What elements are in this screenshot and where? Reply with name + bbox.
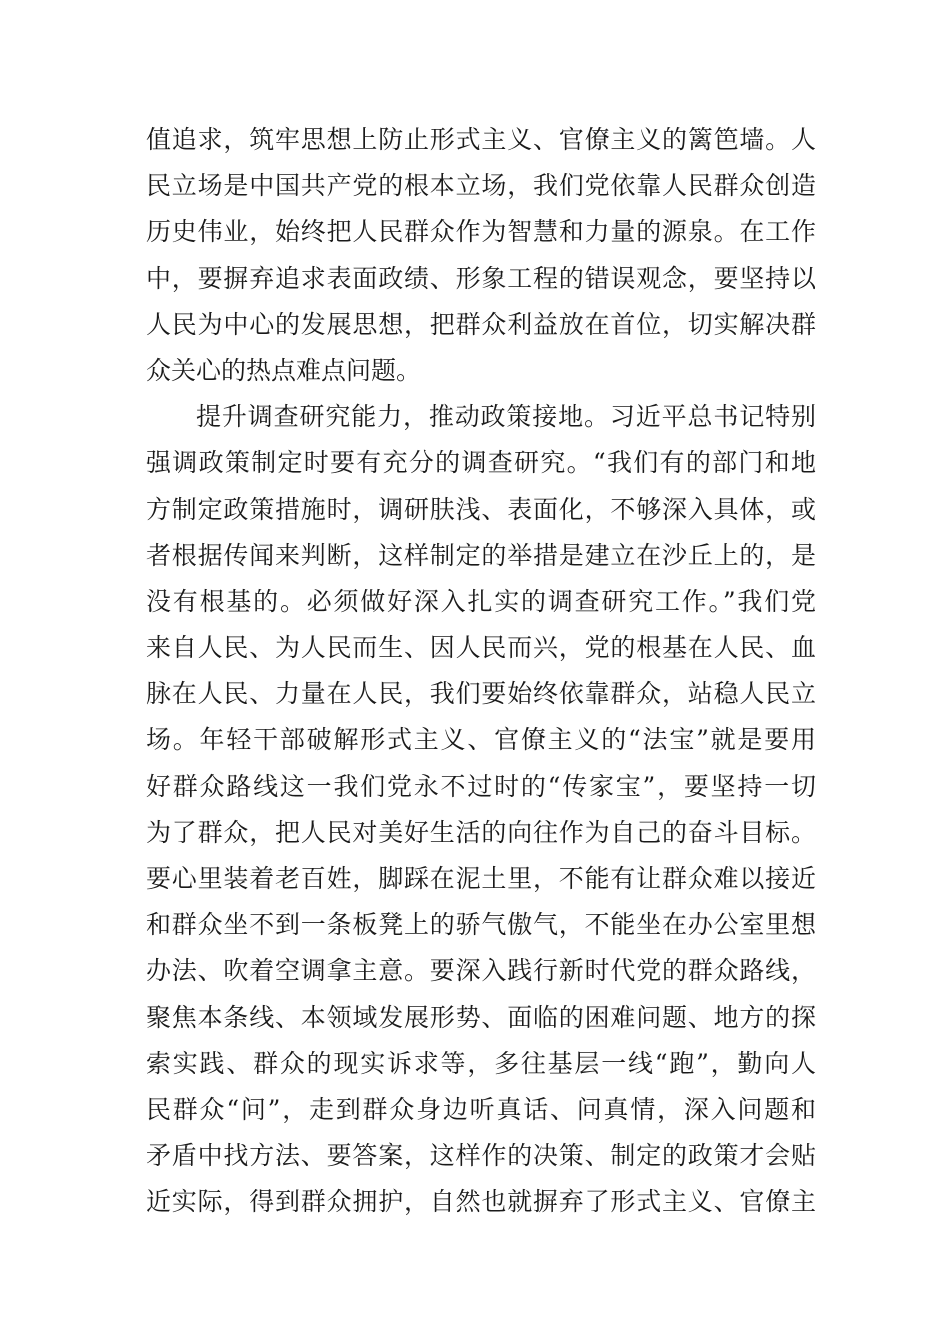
text-line: 值追求，筑牢思想上防止形式主义、官僚主义的篱笆墙。人 [146, 125, 816, 154]
text-line: 历史伟业，始终把人民群众作为智慧和力量的源泉。在工作 [146, 217, 816, 247]
text-line: 民立场是中国共产党的根本立场，我们党依靠人民群众创造 [146, 171, 816, 201]
text-line: 人民为中心的发展思想，把群众利益放在首位，切实解决群 [146, 309, 816, 339]
text-line: 没有根基的。必须做好深入扎实的调查研究工作。”我们党 [146, 586, 816, 616]
text-line: 场。年轻干部破解形式主义、官僚主义的“法宝”就是要用 [146, 725, 816, 755]
text-line: 好群众路线这一我们党永不过时的“传家宝”，要坚持一切 [146, 771, 816, 801]
text-line: 矛盾中找方法、要答案，这样作的决策、制定的政策才会贴 [146, 1141, 816, 1171]
text-line: 众关心的热点难点问题。 [146, 355, 422, 385]
text-line: 民群众“问”，走到群众身边听真话、问真情，深入问题和 [146, 1094, 816, 1124]
text-line: 中，要摒弃追求表面政绩、形象工程的错误观念，要坚持以 [146, 263, 816, 293]
text-line: 强调政策制定时要有充分的调查研究。“我们有的部门和地 [146, 448, 816, 478]
text-line: 来自人民、为人民而生、因人民而兴，党的根基在人民、血 [146, 633, 816, 663]
text-line: 近实际，得到群众拥护，自然也就摒弃了形式主义、官僚主 [146, 1187, 816, 1217]
paragraph-start-line: 提升调查研究能力，推动政策接地。习近平总书记特别 [196, 402, 816, 432]
text-line: 者根据传闻来判断，这样制定的举措是建立在沙丘上的，是 [146, 540, 816, 570]
text-line: 为了群众，把人民对美好生活的向往作为自己的奋斗目标。 [146, 817, 816, 847]
text-line: 方制定政策措施时，调研肤浅、表面化，不够深入具体，或 [146, 494, 816, 524]
text-line: 办法、吹着空调拿主意。要深入践行新时代党的群众路线， [146, 956, 816, 986]
text-line: 索实践、群众的现实诉求等，多往基层一线“跑”，勤向人 [146, 1048, 816, 1078]
body-text [146, 117, 816, 1226]
text-line: 和群众坐不到一条板凳上的骄气傲气，不能坐在办公室里想 [146, 910, 816, 940]
text-line: 要心里装着老百姓，脚踩在泥土里，不能有让群众难以接近 [146, 864, 816, 893]
text-line: 脉在人民、力量在人民，我们要始终依靠群众，站稳人民立 [146, 679, 816, 709]
text-line: 聚焦本条线、本领域发展形势、面临的困难问题、地方的探 [146, 1002, 816, 1032]
